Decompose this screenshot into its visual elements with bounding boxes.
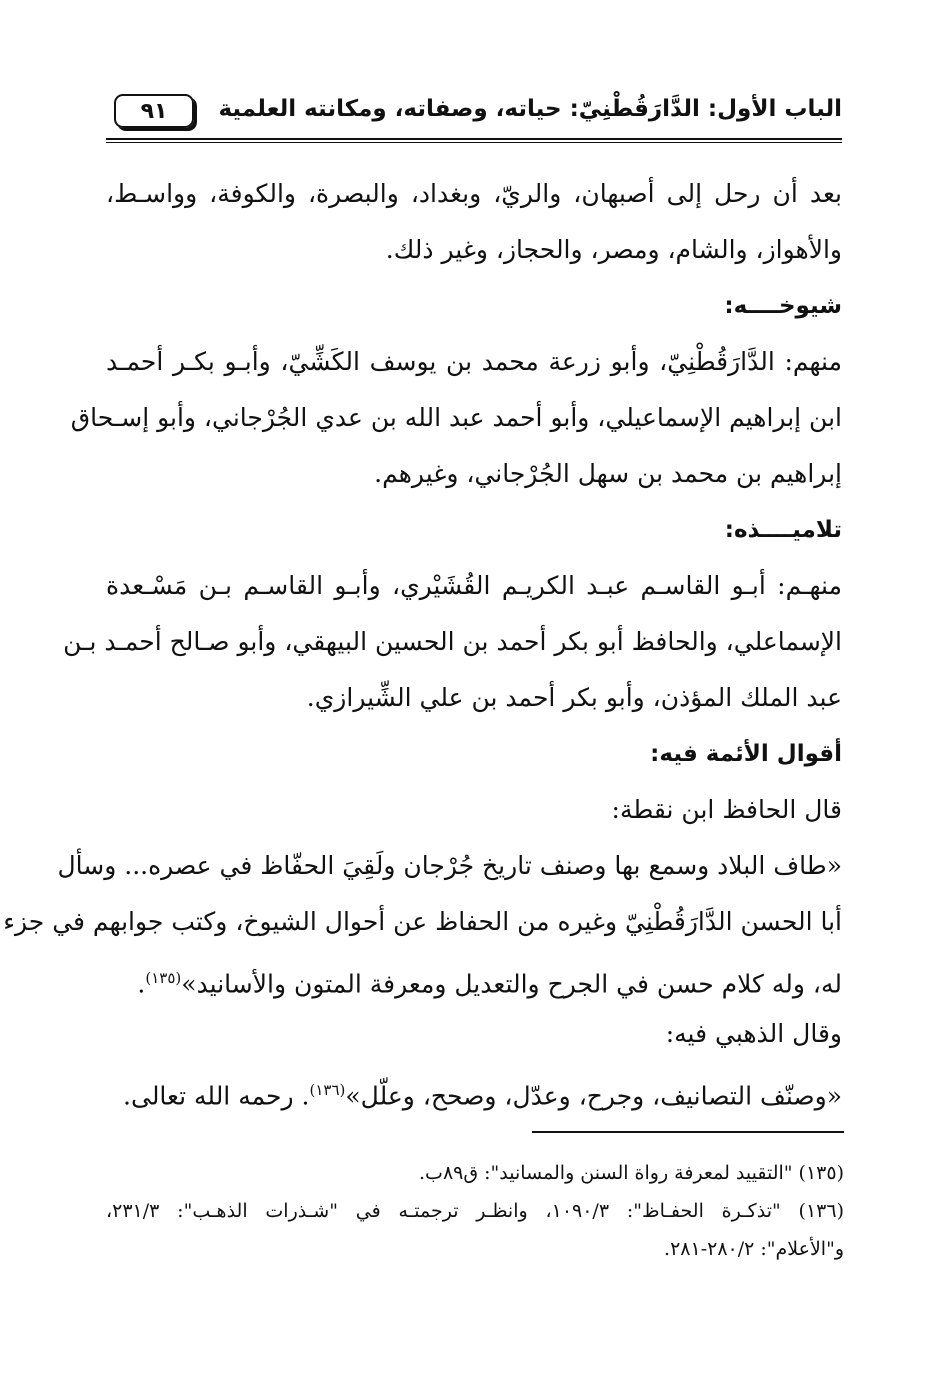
text-line: إبراهيم بن محمد بن سهل الجُرْجاني، وغيرهم.: [374, 459, 842, 488]
header-divider: [106, 138, 842, 140]
footnote-135: (١٣٥) "التقييد لمعرفة رواة السنن والمسانيد": ق٨٩ب.: [419, 1162, 844, 1184]
text-line: قال الحافظ ابن نقطة:: [611, 795, 842, 824]
footnote-136-cont: و"الأعلام": ٢٨٠/٢-٢٨١.: [664, 1238, 844, 1260]
chapter-title: الباب الأول: الدَّارَقُطْنِيّ: حياته، وصفاته، ومكانته العلمية: [218, 96, 842, 122]
quote-line: «طاف البلاد وسمع بها وصنف تاريخ جُرْجان ولَقِيَ الحفّاظ في عصره... وسأل: [57, 851, 842, 880]
text-line: والأهواز، والشام، ومصر، والحجاز، وغير ذلك.: [385, 235, 842, 264]
header-divider-thin: [106, 142, 842, 143]
quote-line: [106, 1062, 842, 1118]
section-heading-shuyukh: شيوخــــه:: [724, 293, 842, 319]
text-line: منهم: الدَّارَقُطْنِيّ، وأبو زرعة محمد بن يوسف الكَشِّيّ، وأبـو بكـر أحمـد: [106, 347, 842, 376]
footnote-ref-135[interactable]: (١٣٥): [145, 969, 182, 987]
quote-end: .: [137, 969, 146, 999]
quote-text: «وصنّف التصانيف، وجرح، وعدّل، وصحح، وعلّل»: [345, 1081, 842, 1111]
section-heading-aqwal: أقوال الأئمة فيه:: [650, 741, 842, 767]
main-text: [3, 166, 842, 1118]
section-heading-talamidh: تلاميــــذه:: [724, 517, 842, 543]
footnotes: [106, 1154, 844, 1268]
text-line: منهـم: أبـو القاسـم عبـد الكريـم القُشَيْري، وأبـو القاسـم بـن مَسْـعدة: [106, 571, 842, 600]
text-line: ابن إبراهيم الإسماعيلي، وأبو أحمد عبد الله بن عدي الجُرْجاني، وأبو إسـحاق: [70, 403, 842, 432]
footnote-136: (١٣٦) "تذكـرة الحفـاظ": ١٠٩٠/٣، وانظـر ترجمتـه في "شـذرات الذهـب": ٢٣١/٣،: [106, 1200, 844, 1222]
text-line: عبد الملك المؤذن، وأبو بكر أحمد بن علي الشِّيرازي.: [306, 683, 842, 712]
page-number: ٩١: [140, 98, 168, 124]
quote-line: أبا الحسن الدَّارَقُطْنِيّ وغيره من الحفاظ عن أحوال الشيوخ، وكتب جوابهم في جزء: [3, 907, 842, 936]
quote-line: [106, 950, 842, 1006]
running-header: [106, 92, 842, 136]
quote-end: . رحمه الله تعالى.: [123, 1081, 310, 1111]
text-line: بعد أن رحل إلى أصبهان، والريّ، وبغداد، والبصرة، والكوفة، وواسـط،: [106, 179, 842, 208]
page-number-badge: [114, 94, 194, 128]
text-line: الإسماعلي، والحافظ أبو بكر أحمد بن الحسين البيهقي، وأبو صـالح أحمـد بـن: [63, 627, 842, 656]
footnote-ref-136[interactable]: (١٣٦): [309, 1081, 346, 1099]
text-line: وقال الذهبي فيه:: [665, 1019, 842, 1048]
quote-text: له، وله كلام حسن في الجرح والتعديل ومعرفة المتون والأسانيد»: [181, 969, 842, 999]
footnote-divider: [532, 1131, 844, 1133]
